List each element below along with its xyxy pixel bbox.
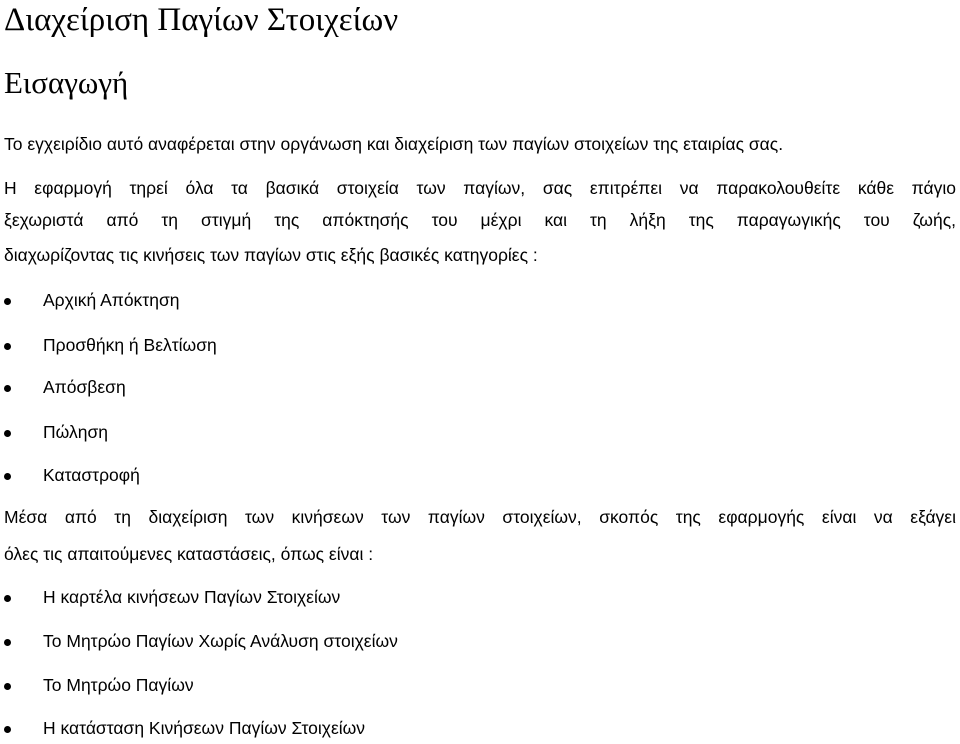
list-item-label: Το Μητρώο Παγίων Χωρίς Ανάλυση στοιχείων	[43, 631, 398, 651]
list-item-label: Απόσβεση	[43, 377, 126, 397]
paragraph-line: Μέσα από τη διαχείριση των κινήσεων των παγίων στοιχείων, σκοπός της εφαρμογής είναι να εξάγει	[4, 507, 956, 527]
bullet-icon	[4, 473, 11, 480]
list-item-label: Πώληση	[43, 422, 108, 442]
bullet-icon	[4, 385, 11, 392]
paragraph-line: διαχωρίζοντας τις κινήσεις των παγίων στις εξής βασικές κατηγορίες :	[4, 245, 538, 265]
bullet-icon	[4, 639, 11, 646]
list-item-label: Αρχική Απόκτηση	[43, 290, 180, 310]
list-item-label: Η κατάσταση Κινήσεων Παγίων Στοιχείων	[43, 718, 366, 738]
list-item-label: Η καρτέλα κινήσεων Παγίων Στοιχείων	[43, 587, 341, 607]
list-item-label: Προσθήκη ή Βελτίωση	[43, 335, 217, 355]
bullet-icon	[4, 683, 11, 690]
intro-line: Το εγχειρίδιο αυτό αναφέρεται στην οργάνωση και διαχείριση των παγίων στοιχείων της εταιρίας σας.	[4, 134, 784, 154]
paragraph-line: Η εφαρμογή τηρεί όλα τα βασικά στοιχεία των παγίων, σας επιτρέπει να παρακολουθείτε κάθε πάγιο	[4, 178, 956, 198]
paragraph-line: ξεχωριστά από τη στιγμή της απόκτησής του μέχρι και τη λήξη της παραγωγικής του ζωής,	[4, 210, 956, 230]
document-title: Διαχείριση Παγίων Στοιχείων	[4, 2, 399, 38]
bullet-icon	[4, 430, 11, 437]
bullet-icon	[4, 726, 11, 733]
list-item-label: Καταστροφή	[43, 465, 140, 485]
list-item-label: Το Μητρώο Παγίων	[43, 675, 194, 695]
section-heading: Εισαγωγή	[4, 65, 129, 100]
bullet-icon	[4, 298, 11, 305]
bullet-icon	[4, 343, 11, 350]
bullet-icon	[4, 595, 11, 602]
paragraph-line: όλες τις απαιτούμενες καταστάσεις, όπως είναι :	[4, 544, 374, 564]
